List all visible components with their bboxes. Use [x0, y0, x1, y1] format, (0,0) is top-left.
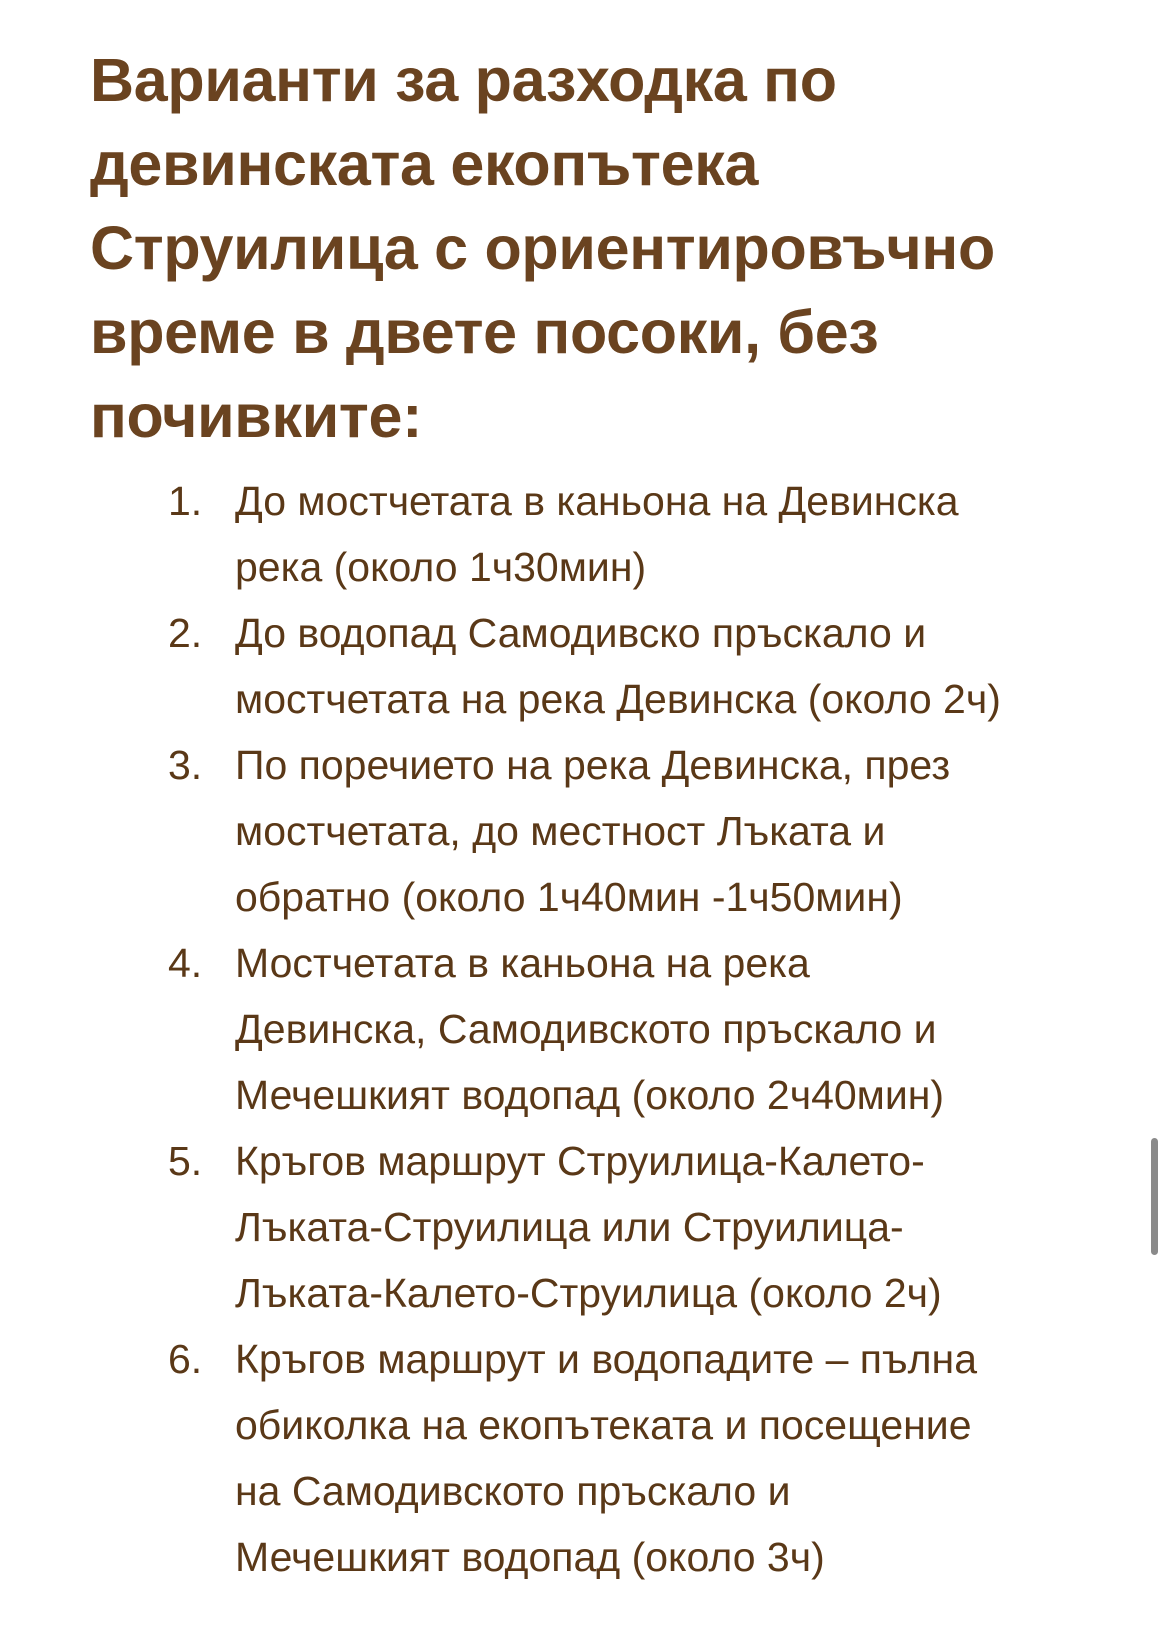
route-list [168, 468, 1098, 1590]
route-item [168, 1326, 1098, 1590]
route-number: 1. [168, 478, 203, 524]
route-text-line: По поречието на река Девинска, през [235, 742, 951, 788]
route-text-line: мостчетата на река Девинска (около 2ч) [235, 676, 1001, 722]
heading-line: Варианти за разходка по [90, 46, 837, 114]
heading-line: девинската екопътека [90, 130, 759, 198]
heading-line: Струилица с ориентировъчно [90, 214, 995, 282]
route-text-line: Лъката-Калето-Струилица (около 2ч) [235, 1270, 942, 1316]
route-number: 2. [168, 610, 203, 656]
route-item [168, 600, 1098, 732]
article-heading [90, 38, 1090, 458]
heading-line: време в двете посоки, без [90, 298, 879, 366]
route-item [168, 732, 1098, 930]
heading-line: почивките: [90, 382, 423, 450]
route-text-line: Мостчетата в каньона на река [235, 940, 810, 986]
route-text-line: Девинска, Самодивското пръскало и [235, 1006, 937, 1052]
route-number: 6. [168, 1336, 203, 1382]
route-item [168, 930, 1098, 1128]
route-text-line: Кръгов маршрут Струилица-Калето- [235, 1138, 925, 1184]
route-text-line: Кръгов маршрут и водопадите – пълна [235, 1336, 978, 1382]
route-number: 5. [168, 1138, 203, 1184]
route-number: 3. [168, 742, 203, 788]
route-text-line: обратно (около 1ч40мин -1ч50мин) [235, 874, 903, 920]
route-text-line: Лъката-Струилица или Струилица- [235, 1204, 904, 1250]
route-item [168, 1128, 1098, 1326]
route-text-line: Мечешкият водопад (около 3ч) [235, 1534, 825, 1580]
route-text-line: мостчетата, до местност Лъката и [235, 808, 886, 854]
route-number: 4. [168, 940, 203, 986]
route-text-line: До водопад Самодивско пръскало и [235, 610, 927, 656]
route-text-line: река (около 1ч30мин) [235, 544, 647, 590]
route-text-line: Мечешкият водопад (около 2ч40мин) [235, 1072, 945, 1118]
vertical-scrollbar-thumb[interactable] [1151, 1138, 1158, 1255]
route-text-line: на Самодивското пръскало и [235, 1468, 791, 1514]
route-text-line: До мостчетата в каньона на Девинска [235, 478, 959, 524]
route-item [168, 468, 1098, 600]
route-text-line: обиколка на екопътеката и посещение [235, 1402, 972, 1448]
